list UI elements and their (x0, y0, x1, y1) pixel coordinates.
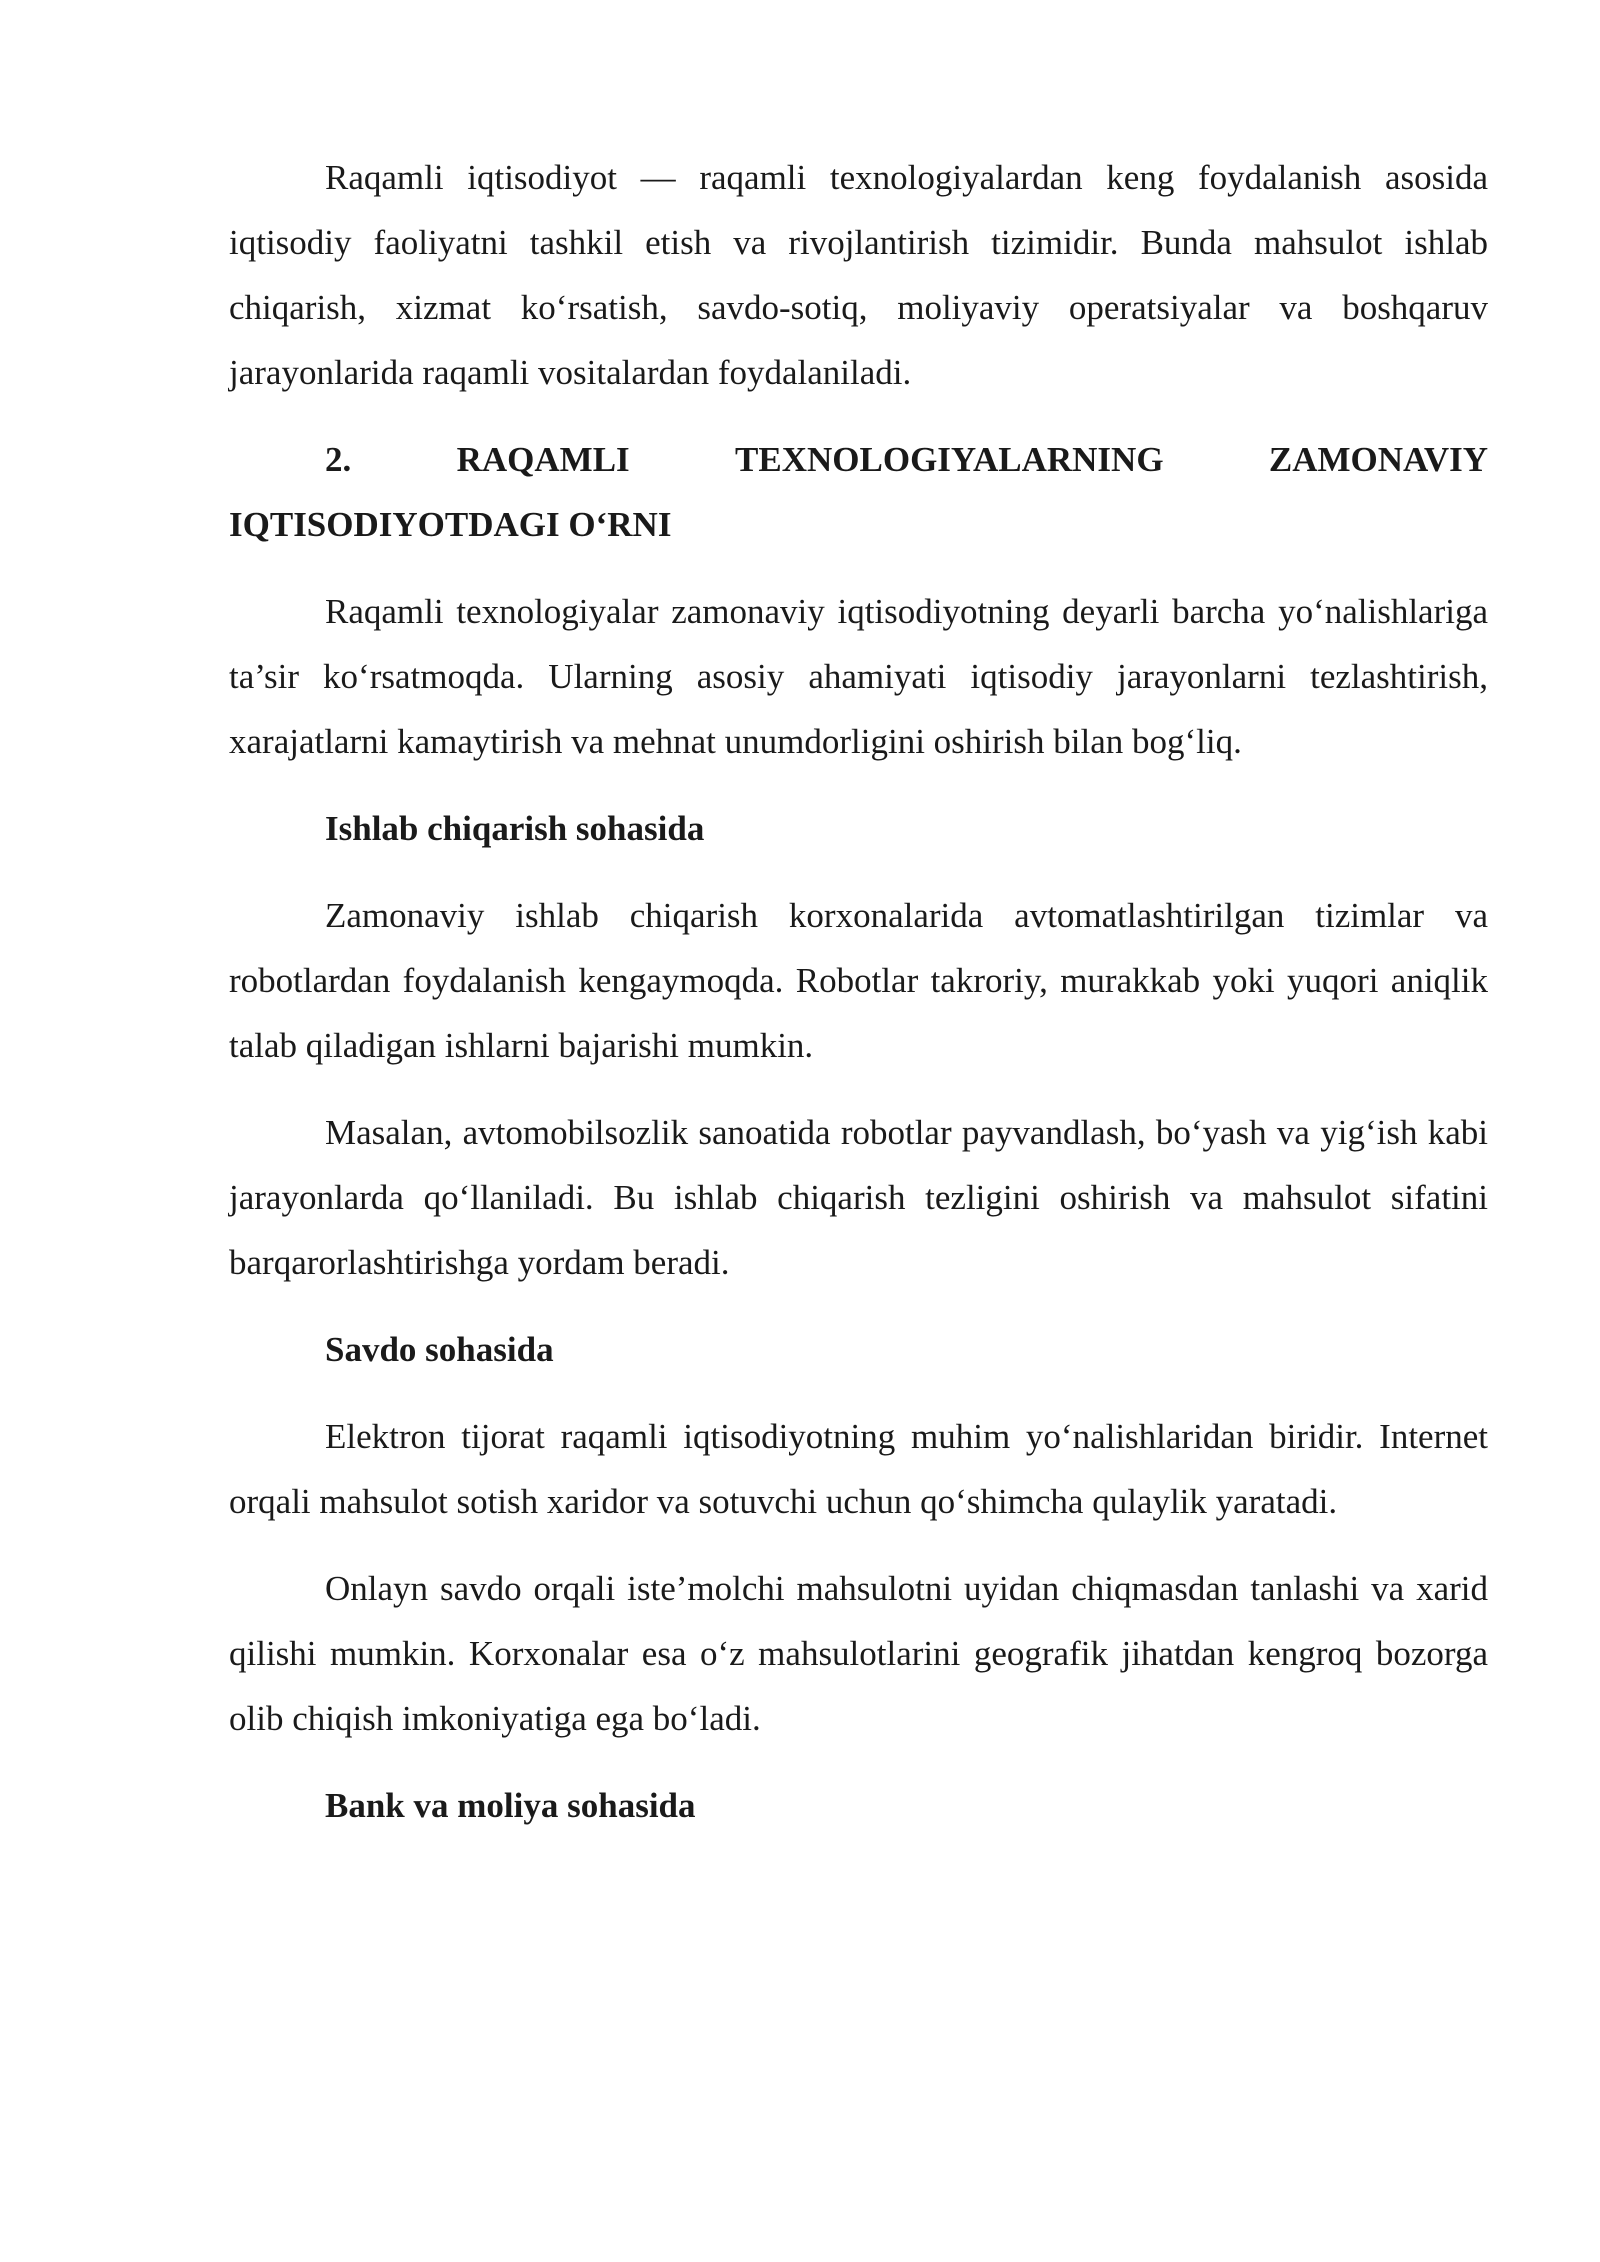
subheading-banking: Bank va moliya sohasida (325, 1786, 696, 1825)
section-heading (229, 427, 1488, 557)
paragraph-trade-1: Elektron tijorat raqamli iqtisodiyotning muhim yoʻnalishlaridan biridir. Internet orqali mahsulot sotish xaridor va sotuvchi uchun qoʻshimcha qulaylik yaratadi. (229, 1417, 1488, 1521)
section-heading-word-3: ZAMONAVIY (1268, 440, 1488, 479)
paragraph-production-1: Zamonaviy ishlab chiqarish korxonalarida avtomatlashtirilgan tizimlar va robotlardan foydalanish kengaymoqda. Robotlar takroriy, murakkab yoki yuqori aniqlik talab qiladigan ishlarni bajarishi mumkin. (229, 896, 1488, 1065)
paragraph-production-2: Masalan, avtomobilsozlik sanoatida robotlar payvandlash, boʻyash va yigʻish kabi jarayonlarda qoʻllaniladi. Bu ishlab chiqarish tezligini oshirish va mahsulot sifatini barqarorlashtirishga yordam beradi. (229, 1113, 1488, 1282)
paragraph-intro: Raqamli iqtisodiyot — raqamli texnologiyalardan keng foydalanish asosida iqtisodiy faoliyatni tashkil etish va rivojlantirish tizimidir. Bunda mahsulot ishlab chiqarish, xizmat koʻrsatish, savdo-sotiq, moliyaviy operatsiyalar va boshqaruv jarayonlarida raqamli vositalardan foydalaniladi. (229, 158, 1488, 392)
section-heading-line-2: IQTISODIYOTDAGI OʻRNI (229, 505, 672, 544)
section-heading-word-2: TEXNOLOGIYALARNING (735, 440, 1164, 479)
section-heading-line-1 (229, 427, 1488, 492)
document-body (229, 145, 1488, 1860)
paragraph-role-overview: Raqamli texnologiyalar zamonaviy iqtisodiyotning deyarli barcha yoʻnalishlariga ta’sir koʻrsatmoqda. Ularning asosiy ahamiyati iqtisodiy jarayonlarni tezlashtirish, xarajatlarni kamaytirish va mehnat unumdorligini oshirish bilan bogʻliq. (229, 592, 1488, 761)
section-number: 2. (325, 440, 352, 479)
subheading-production: Ishlab chiqarish sohasida (325, 809, 705, 848)
section-heading-word-1: RAQAMLI (456, 440, 630, 479)
paragraph-trade-2: Onlayn savdo orqali iste’molchi mahsulotni uyidan chiqmasdan tanlashi va xarid qilishi mumkin. Korxonalar esa oʻz mahsulotlarini geografik jihatdan kengroq bozorga olib chiqish imkoniyatiga ega boʻladi. (229, 1569, 1488, 1738)
subheading-trade: Savdo sohasida (325, 1330, 554, 1369)
